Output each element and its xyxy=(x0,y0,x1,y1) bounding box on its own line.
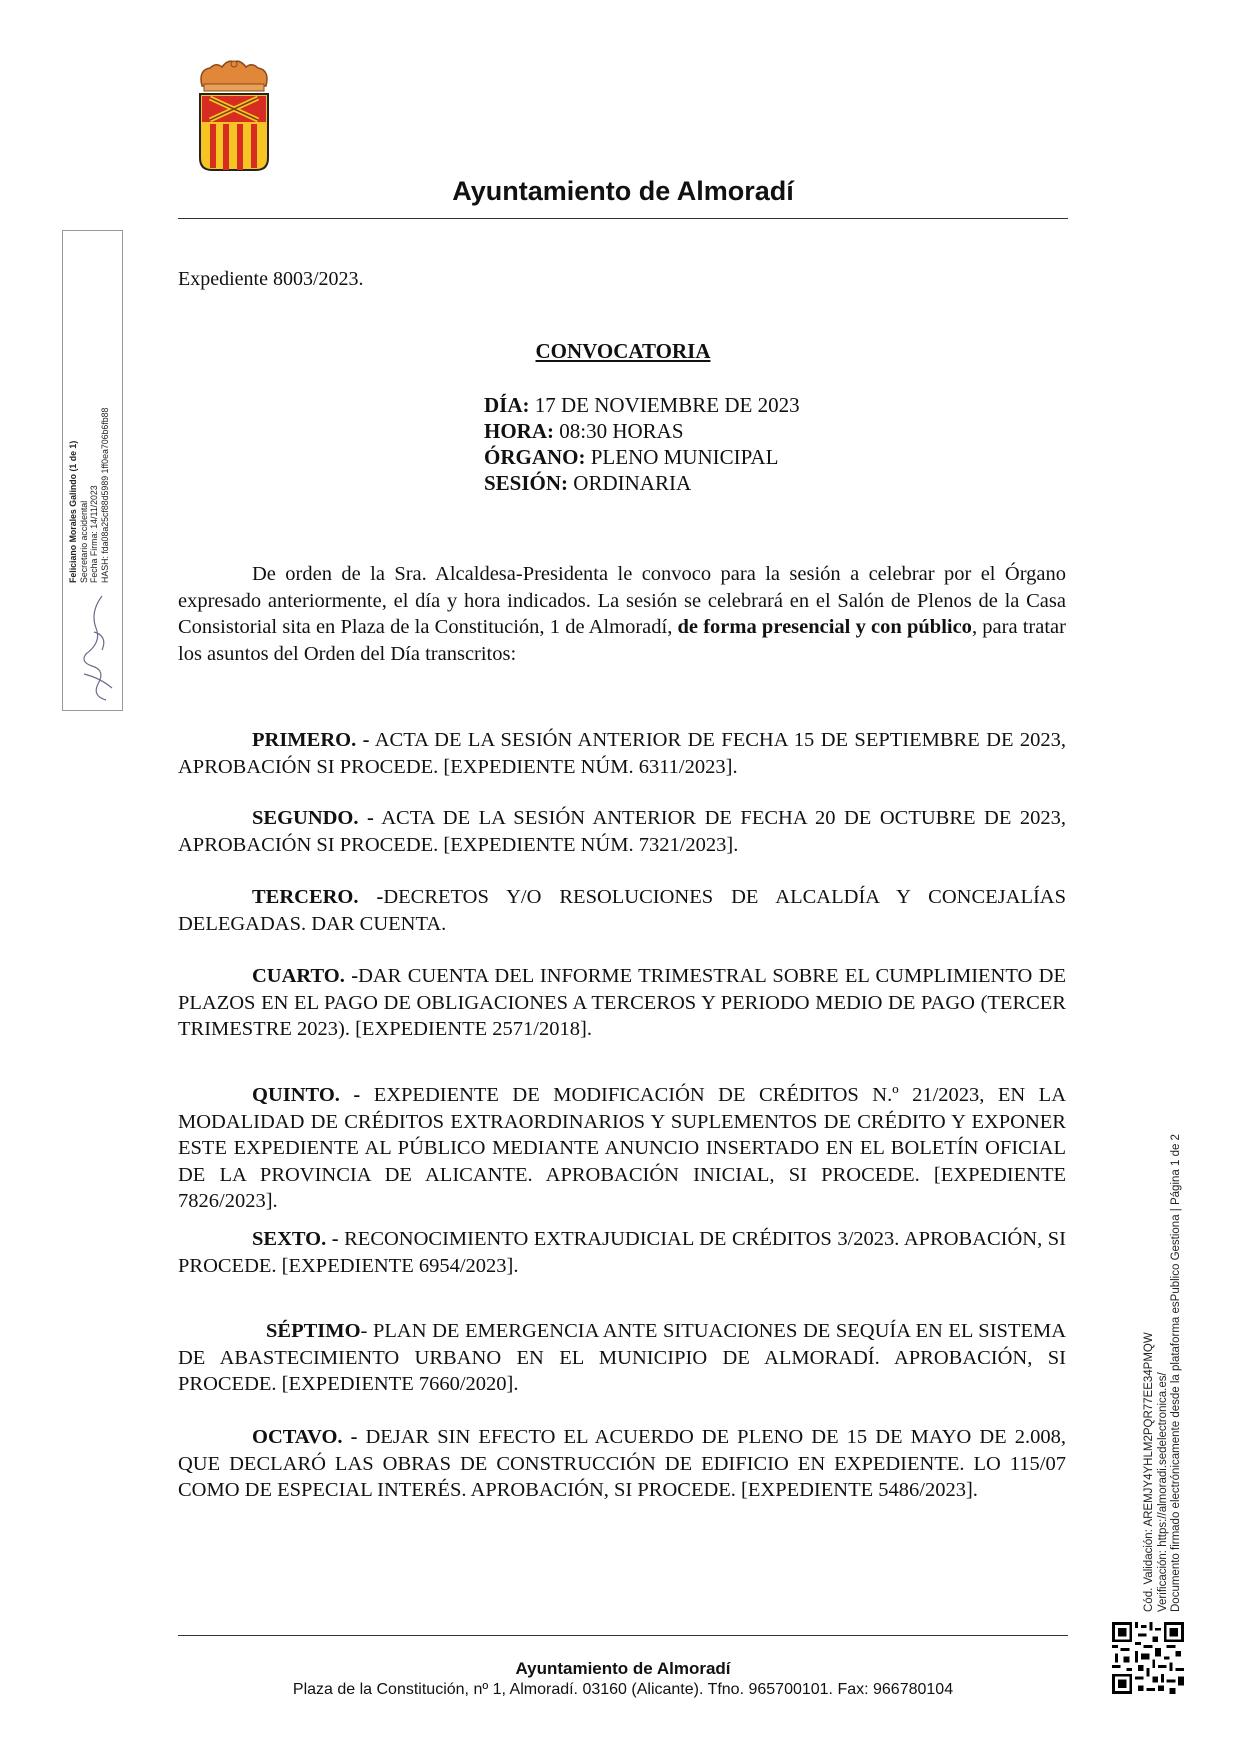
meta-session-label: SESIÓN: xyxy=(484,471,569,495)
agenda-item-text: - PLAN DE EMERGENCIA ANTE SITUACIONES DE SEQUÍA EN EL SISTEMA DE ABASTECIMIENTO URBANO EN EL MUNICIPIO DE ALMORADÍ. APROBACIÓN, SI PROCEDE. [EXPEDIENTE 7660/2020]. xyxy=(178,1320,1066,1395)
agenda-item-label: OCTAVO. - xyxy=(252,1426,358,1448)
intro-text-end: , para tratar los asuntos del Orden del Día transcritos: xyxy=(178,616,1066,665)
meta-organ-value: PLENO MUNICIPAL xyxy=(585,445,779,469)
intro-bold-text: de forma presencial y con público xyxy=(677,616,972,638)
agenda-item-label: TERCERO. - xyxy=(252,886,384,908)
platform-note: Documento firmado electrónicamente desde la plataforma esPublico Gestiona | Página 1 de 2 xyxy=(1170,1134,1182,1612)
agenda-item-text: DAR CUENTA DEL INFORME TRIMESTRAL SOBRE EL CUMPLIMIENTO DE PLAZOS EN EL PAGO DE OBLIGACIONES A TERCEROS Y PERIODO MEDIO DE PAGO (TERCER TRIMESTRE 2023). [EXPEDIENTE 2571/2018]. xyxy=(178,965,1066,1040)
agenda-item-text: ACTA DE LA SESIÓN ANTERIOR DE FECHA 20 DE OCTUBRE DE 2023, APROBACIÓN SI PROCEDE. [EXPEDIENTE NÚM. 7321/2023]. xyxy=(178,807,1066,856)
signature-date: Fecha Firma: 14/11/2023 xyxy=(89,485,100,583)
meta-organ-label: ÓRGANO: xyxy=(484,445,586,469)
meta-time-value: 08:30 HORAS xyxy=(554,419,684,443)
signer-name: Feliciano Morales Galindo (1 de 1) xyxy=(68,440,78,583)
agenda-item-label: SÉPTIMO xyxy=(266,1320,361,1342)
meta-day-label: DÍA: xyxy=(484,393,530,417)
agenda-item-label: PRIMERO. - xyxy=(252,729,370,751)
footer-address: Plaza de la Constitución, nº 1, Almoradí. 03160 (Alicante). Tfno. 965700101. Fax: 966780104 xyxy=(292,1681,954,1698)
agenda-item-septimo xyxy=(178,1318,1066,1398)
header-title: Ayuntamiento de Almoradí xyxy=(452,176,794,206)
validation-code: Cód. Validación: AREMJY4YHLM2PQR77EE34PMQW xyxy=(1143,1332,1155,1612)
agenda-item-quinto xyxy=(178,1082,1066,1215)
agenda-item-label: CUARTO. - xyxy=(252,965,359,987)
signature-hash: HASH: fda08a25cf88d5989 1ff0ea706b6fb88 xyxy=(99,407,110,583)
agenda-item-primero xyxy=(178,727,1066,780)
header-divider xyxy=(178,218,1068,219)
meta-organ xyxy=(484,444,800,470)
session-details xyxy=(484,392,800,496)
verification-url: Verificación: https://almoradi.sedelectronica.es/ xyxy=(1156,1372,1169,1612)
agenda-item-label: SEXTO. - xyxy=(252,1228,339,1250)
signature-info xyxy=(68,223,110,583)
meta-time xyxy=(484,418,800,444)
verification-info xyxy=(1143,1134,1184,1612)
meta-session xyxy=(484,470,800,496)
agenda-item-label: SEGUNDO. - xyxy=(252,807,374,829)
agenda-item-text: RECONOCIMIENTO EXTRAJUDICIAL DE CRÉDITOS 3/2023. APROBACIÓN, SI PROCEDE. [EXPEDIENTE 6954/2023]. xyxy=(178,1228,1066,1277)
agenda-item-text: EXPEDIENTE DE MODIFICACIÓN DE CRÉDITOS N.º 21/2023, EN LA MODALIDAD DE CRÉDITOS EXTRAORDINARIOS Y SUPLEMENTOS DE CRÉDITO Y EXPONER ESTE EXPEDIENTE AL PÚBLICO MEDIANTE ANUNCIO INSERTADO EN EL BOLETÍN OFICIAL DE LA PROVINCIA DE ALICANTE. APROBACIÓN INICIAL, SI PROCEDE. [EXPEDIENTE 7826/2023]. xyxy=(178,1084,1066,1212)
agenda-item-text: ACTA DE LA SESIÓN ANTERIOR DE FECHA 15 DE SEPTIEMBRE DE 2023, APROBACIÓN SI PROCEDE. [EXPEDIENTE NÚM. 6311/2023]. xyxy=(178,729,1066,778)
agenda-item-tercero xyxy=(178,884,1066,937)
footer-name: Ayuntamiento de Almoradí xyxy=(515,1659,731,1678)
expediente-number: Expediente 8003/2023. xyxy=(178,268,364,290)
document-title: CONVOCATORIA xyxy=(535,339,711,363)
agenda-item-text: DEJAR SIN EFECTO EL ACUERDO DE PLENO DE 15 DE MAYO DE 2.008, QUE DECLARÓ LAS OBRAS DE CONSTRUCCIÓN DE EDIFICIO EN EXPEDIENTE. LO 115/07 COMO DE ESPECIAL INTERÉS. APROBACIÓN, SI PROCEDE. [EXPEDIENTE 5486/2023]. xyxy=(178,1426,1067,1501)
meta-day-value: 17 DE NOVIEMBRE DE 2023 xyxy=(529,393,800,417)
coat-of-arms-logo xyxy=(196,58,272,174)
signer-role: Secretario accidental xyxy=(78,500,89,583)
footer-divider xyxy=(178,1635,1068,1636)
intro-paragraph xyxy=(178,561,1066,667)
qr-code-icon xyxy=(1112,1622,1184,1694)
agenda-item-text: DECRETOS Y/O RESOLUCIONES DE ALCALDÍA Y CONCEJALÍAS DELEGADAS. DAR CUENTA. xyxy=(178,886,1067,935)
agenda-item-label: QUINTO. - xyxy=(252,1084,361,1106)
intro-text: De orden de la Sra. Alcaldesa-Presidenta le convoco para la sesión a celebrar por el Órgano expresado anteriormente, el día y hora indicados. La sesión se celebrará en el Salón de Plenos de la Casa Consistorial sita en Plaza de la Constitución, 1 de Almoradí, xyxy=(178,563,1066,638)
agenda-item-octavo xyxy=(178,1424,1066,1504)
agenda-item-sexto xyxy=(178,1226,1066,1279)
agenda-item-cuarto xyxy=(178,963,1066,1043)
meta-time-label: HORA: xyxy=(484,419,554,443)
handwritten-signature xyxy=(72,592,122,704)
meta-day xyxy=(484,392,800,418)
agenda-item-segundo xyxy=(178,805,1066,858)
meta-session-value: ORDINARIA xyxy=(568,471,692,495)
